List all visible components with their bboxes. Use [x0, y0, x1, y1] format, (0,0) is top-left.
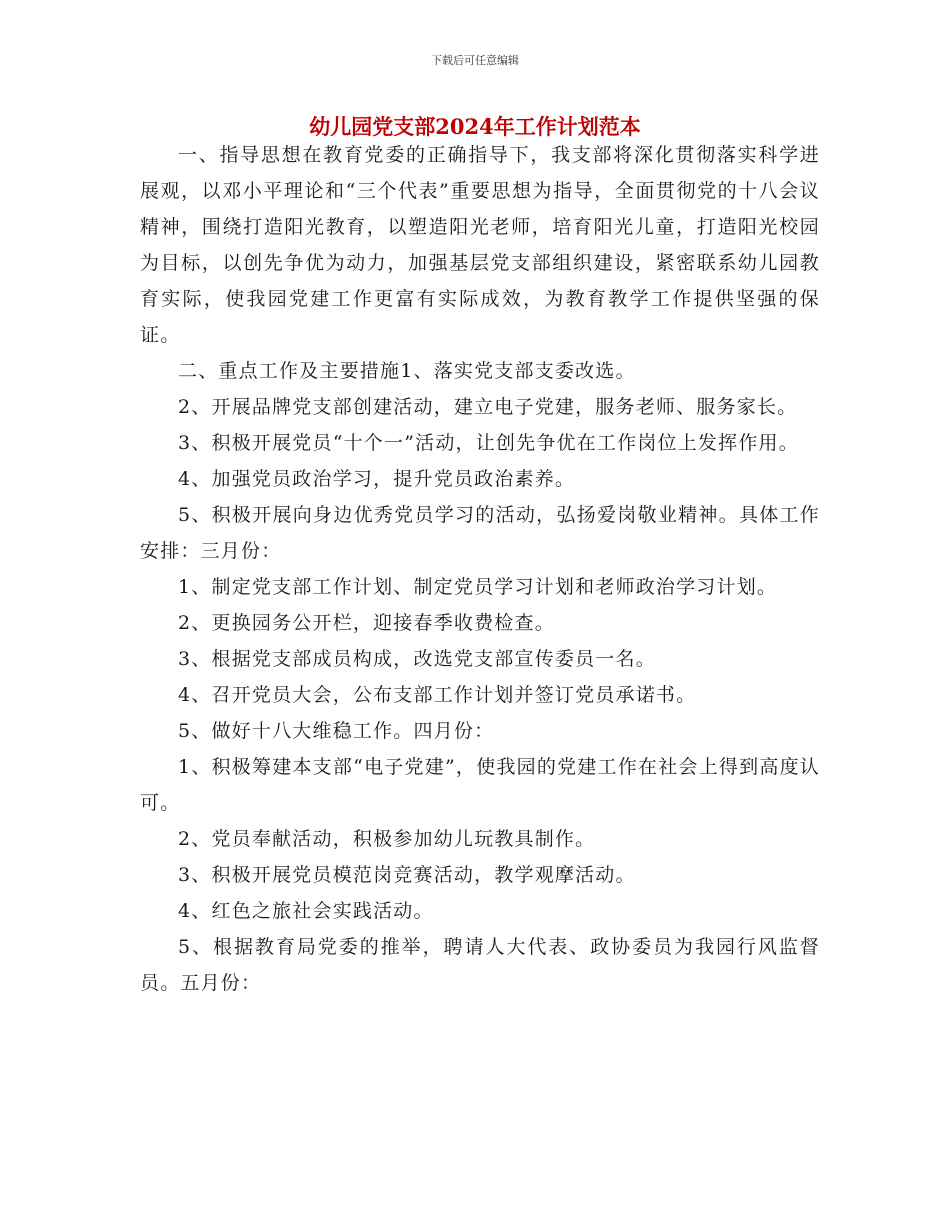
paragraph-item: 2、开展品牌党支部创建活动，建立电子党建，服务老师、服务家长。: [178, 396, 798, 418]
paragraph-item: 4、红色之旅社会实践活动。: [178, 900, 434, 922]
paragraph-item: 2、党员奉献活动，积极参加幼儿玩教具制作。: [178, 828, 596, 850]
paragraph-item: 5、积极开展向身边优秀党员学习的活动，弘扬爱岗敬业精神。具体工作安排：三月份：: [140, 504, 820, 562]
paragraph-item: 1、制定党支部工作计划、制定党员学习计划和老师政治学习计划。: [178, 576, 778, 598]
paragraph-item: 3、积极开展党员“十个一”活动，让创先争优在工作岗位上发挥作用。: [178, 432, 799, 454]
paragraph-item: 2、更换园务公开栏，迎接春季收费检查。: [178, 612, 555, 634]
paragraph-item: 5、做好十八大维稳工作。四月份：: [178, 720, 495, 742]
paragraph-key-work: 二、重点工作及主要措施1、落实党支部支委改选。: [178, 360, 636, 382]
paragraph-item: 4、加强党员政治学习，提升党员政治素养。: [178, 468, 576, 490]
document-body: [140, 137, 820, 1001]
paragraph-item: 3、根据党支部成员构成，改选党支部宣传委员一名。: [178, 648, 656, 670]
document-title: 幼儿园党支部2024年工作计划范本: [309, 114, 641, 139]
paragraph-item: 5、根据教育局党委的推举，聘请人大代表、政协委员为我园行风监督员。五月份：: [140, 936, 820, 994]
paragraph-item: 1、积极筹建本支部“电子党建”，使我园的党建工作在社会上得到高度认可。: [140, 756, 820, 814]
paragraph-guiding-thought: 一、指导思想在教育党委的正确指导下，我支部将深化贯彻落实科学进展观，以邓小平理论和“三个代表”重要思想为指导，全面贯彻党的十八会议精神，围绕打造阳光教育，以塑造阳光老师，培育阳光儿童，打造阳光校园为目标，以创先争优为动力，加强基层党支部组织建设，紧密联系幼儿园教育实际，使我园党建工作更富有实际成效，为教育教学工作提供坚强的保证。: [140, 144, 820, 346]
paragraph-item: 4、召开党员大会，公布支部工作计划并签订党员承诺书。: [178, 684, 697, 706]
page-header-note: 下载后可任意编辑: [431, 54, 519, 67]
paragraph-item: 3、积极开展党员模范岗竞赛活动，教学观摩活动。: [178, 864, 636, 886]
